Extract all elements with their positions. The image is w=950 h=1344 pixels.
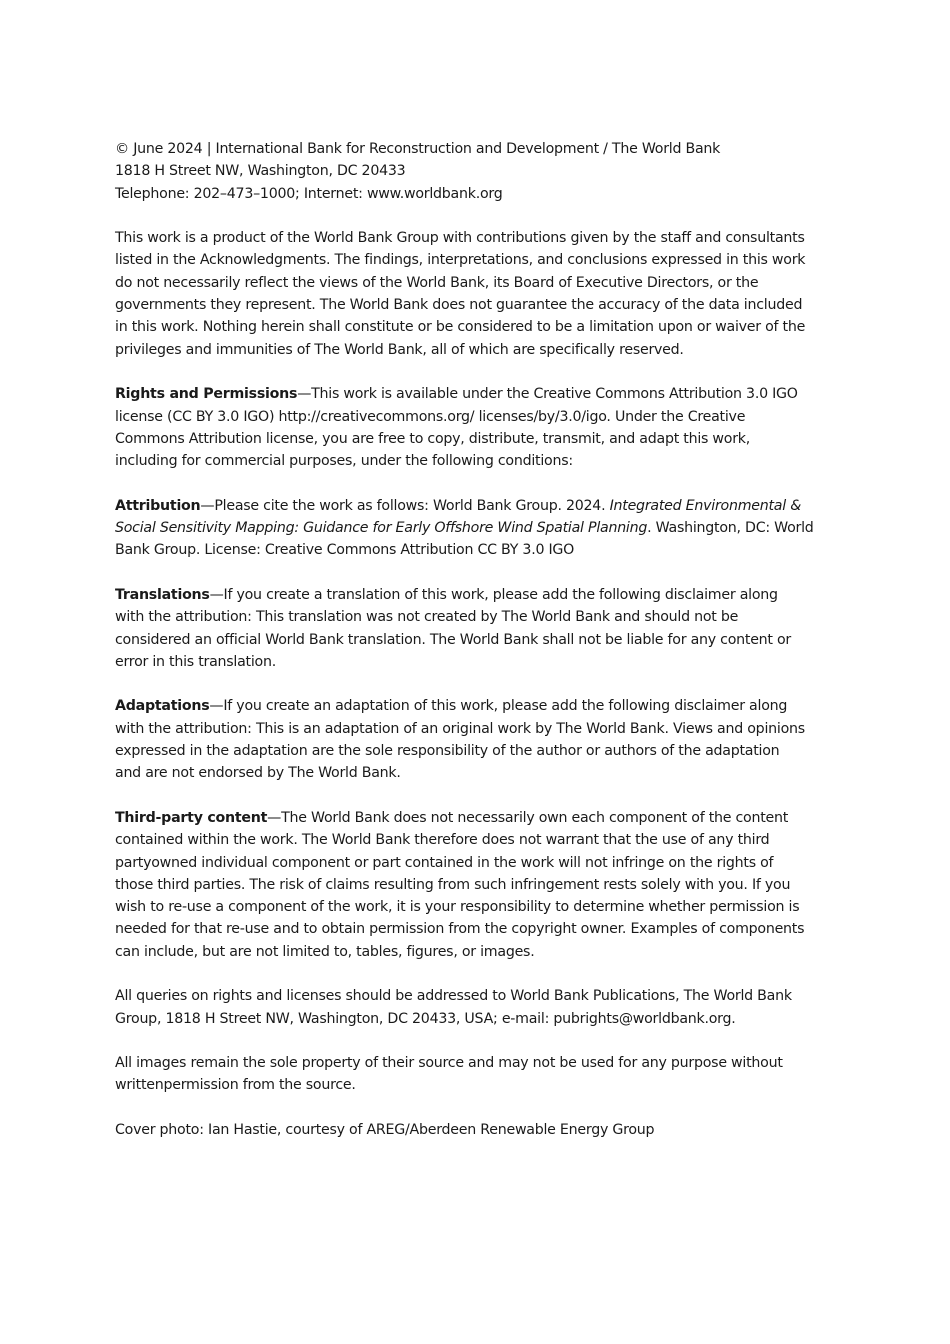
third-party-first-line [115, 807, 815, 829]
copyright-block [115, 138, 815, 205]
attribution-heading: Attribution [115, 497, 201, 514]
disclaimer-line: do not necessarily reflect the views of the World Bank, its Board of Executive Directors, or the [115, 274, 759, 291]
rights-first-line [115, 383, 815, 405]
address-line: 1818 H Street NW, Washington, DC 20433 [115, 163, 406, 180]
third-party-line: can include, but are not limited to, tables, figures, or images. [115, 943, 535, 960]
third-party-line: wish to re-use a component of the work, it is your responsibility to determine whether permission is [115, 899, 800, 916]
translations-paragraph [115, 584, 815, 673]
translations-line: error in this translation. [115, 653, 276, 670]
adaptations-line: expressed in the adaptation are the sole responsibility of the author or authors of the adaptation [115, 743, 780, 760]
adaptations-heading: Adaptations [115, 698, 210, 715]
copyright-page [115, 138, 815, 1164]
images-notice-paragraph [115, 1052, 815, 1097]
attribution-first-line [115, 495, 815, 517]
copyright-line: © June 2024 | International Bank for Reconstruction and Development / The World Bank [115, 141, 721, 157]
cover-photo-credit [115, 1119, 815, 1141]
translations-heading: Translations [115, 586, 210, 603]
translations-line: with the attribution: This translation was not created by The World Bank and should not be [115, 609, 739, 626]
disclaimer-paragraph [115, 227, 815, 361]
adaptations-line: and are not endorsed by The World Bank. [115, 765, 401, 782]
queries-line: Group, 1818 H Street NW, Washington, DC 20433, USA; e-mail: pubrights@worldbank.org. [115, 1010, 736, 1027]
third-party-text: —The World Bank does not necessarily own each component of the content [267, 809, 789, 826]
attribution-paragraph [115, 495, 815, 562]
contact-line: Telephone: 202–473–1000; Internet: www.worldbank.org [115, 185, 503, 202]
third-party-line: partyowned individual component or part contained in the work will not infringe on the rights of [115, 854, 774, 871]
rights-line: Commons Attribution license, you are free to copy, distribute, transmit, and adapt this work, [115, 430, 751, 447]
disclaimer-line: privileges and immunities of The World Bank, all of which are specifically reserved. [115, 341, 684, 358]
adaptations-text: —If you create an adaptation of this work, please add the following disclaimer along [209, 698, 788, 715]
queries-line: All queries on rights and licenses should be addressed to World Bank Publications, The World Bank [115, 988, 792, 1005]
disclaimer-line: in this work. Nothing herein shall constitute or be considered to be a limitation upon or waiver of the [115, 319, 806, 336]
translations-line: considered an official World Bank translation. The World Bank shall not be liable for any content or [115, 631, 791, 648]
third-party-line: those third parties. The risk of claims resulting from such infringement rests solely with you. If you [115, 876, 791, 893]
attribution-publisher: . Washington, DC: World [647, 520, 814, 537]
rights-heading: Rights and Permissions [115, 386, 298, 403]
third-party-heading: Third-party content [115, 809, 268, 826]
disclaimer-line: governments they represent. The World Bank does not guarantee the accuracy of the data included [115, 297, 803, 314]
third-party-line: needed for that re-use and to obtain permission from the copyright owner. Examples of components [115, 921, 805, 938]
queries-paragraph [115, 985, 815, 1030]
attribution-license-line: Bank Group. License: Creative Commons Attribution CC BY 3.0 IGO [115, 542, 575, 559]
rights-paragraph [115, 383, 815, 472]
disclaimer-line: This work is a product of the World Bank Group with contributions given by the staff and consultants [115, 230, 805, 247]
rights-line: license (CC BY 3.0 IGO) http://creativecommons.org/ licenses/by/3.0/igo. Under the Creative [115, 408, 746, 425]
disclaimer-line: listed in the Acknowledgments. The findings, interpretations, and conclusions expressed in this work [115, 252, 806, 269]
translations-first-line [115, 584, 815, 606]
third-party-paragraph [115, 807, 815, 963]
images-notice-line: writtenpermission from the source. [115, 1077, 356, 1094]
adaptations-paragraph [115, 695, 815, 784]
third-party-line: contained within the work. The World Bank therefore does not warrant that the use of any third [115, 832, 770, 849]
adaptations-line: with the attribution: This is an adaptation of an original work by The World Bank. Views and opinions [115, 720, 805, 737]
images-notice-line: All images remain the sole property of their source and may not be used for any purpose without [115, 1055, 783, 1072]
translations-text: —If you create a translation of this work, please add the following disclaimer along [209, 586, 778, 603]
attribution-title-part1: Integrated Environmental & [609, 497, 802, 514]
cover-photo-line: Cover photo: Ian Hastie, courtesy of AREG/Aberdeen Renewable Energy Group [115, 1122, 655, 1139]
attribution-title-part2: Social Sensitivity Mapping: Guidance for Early Offshore Wind Spatial Planning [115, 520, 648, 537]
rights-line: including for commercial purposes, under the following conditions: [115, 453, 573, 470]
attribution-second-line [115, 517, 815, 539]
rights-text: —This work is available under the Creative Commons Attribution 3.0 IGO [297, 386, 798, 403]
adaptations-first-line [115, 695, 815, 717]
attribution-text: —Please cite the work as follows: World Bank Group. 2024. [200, 497, 610, 514]
